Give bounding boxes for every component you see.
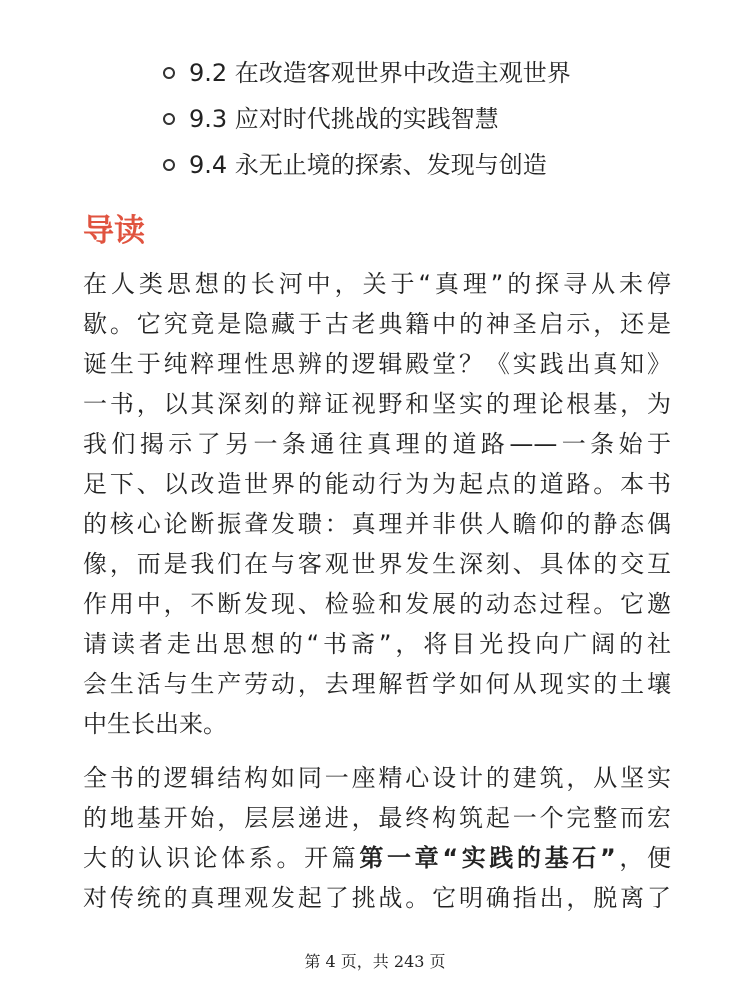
paragraph-line: 中生长出来。 <box>83 710 227 738</box>
paragraph-line: 作用中，不断发现、检验和发展的动态过程。它邀 <box>83 590 671 618</box>
section-heading: 导读 <box>83 213 145 249</box>
toc-item-label: 9.2 在改造客观世界中改造主观世界 <box>189 59 571 87</box>
paragraph-line: 歇。它究竟是隐藏于古老典籍中的神圣启示，还是 <box>83 310 671 338</box>
toc-item <box>0 50 750 96</box>
paragraph-line: 对传统的真理观发起了挑战。它明确指出，脱离了 <box>83 884 671 912</box>
toc-item <box>0 96 750 142</box>
paragraph-line: 的核心论断振聋发聩：真理并非供人瞻仰的静态偶 <box>83 510 671 538</box>
paragraph-text: 大的认识论体系。开篇 <box>83 844 360 872</box>
table-of-contents-list <box>0 50 750 188</box>
paragraph-text: ，便 <box>615 844 671 872</box>
intro-paragraph-1 <box>83 264 671 744</box>
paragraph-line-with-bold <box>83 838 671 878</box>
toc-item-label: 9.4 永无止境的探索、发现与创造 <box>189 151 547 179</box>
paragraph-line: 一书，以其深刻的辩证视野和坚实的理论根基，为 <box>83 390 671 418</box>
hollow-circle-bullet-icon <box>163 159 175 171</box>
intro-paragraph-2 <box>83 758 671 918</box>
paragraph-line: 会生活与生产劳动，去理解哲学如何从现实的土壤 <box>83 670 671 698</box>
paragraph-line: 像，而是我们在与客观世界发生深刻、具体的交互 <box>83 550 671 578</box>
page-number-footer: 第 4 页，共 243 页 <box>304 952 446 971</box>
paragraph-line: 请读者走出思想的“书斋”，将目光投向广阔的社 <box>83 630 671 658</box>
paragraph-line: 足下、以改造世界的能动行为为起点的道路。本书 <box>83 470 671 498</box>
hollow-circle-bullet-icon <box>163 113 175 125</box>
chapter-reference: 第一章“实践的基石” <box>359 844 616 872</box>
paragraph-line: 的地基开始，层层递进，最终构筑起一个完整而宏 <box>83 804 671 832</box>
paragraph-line: 在人类思想的长河中，关于“真理”的探寻从未停 <box>83 270 671 298</box>
hollow-circle-bullet-icon <box>163 67 175 79</box>
paragraph-line: 我们揭示了另一条通往真理的道路——一条始于 <box>83 430 671 458</box>
paragraph-line: 全书的逻辑结构如同一座精心设计的建筑，从坚实 <box>83 764 671 792</box>
paragraph-line: 诞生于纯粹理性思辨的逻辑殿堂？《实践出真知》 <box>83 350 671 378</box>
toc-item <box>0 142 750 188</box>
toc-item-label: 9.3 应对时代挑战的实践智慧 <box>189 105 499 133</box>
